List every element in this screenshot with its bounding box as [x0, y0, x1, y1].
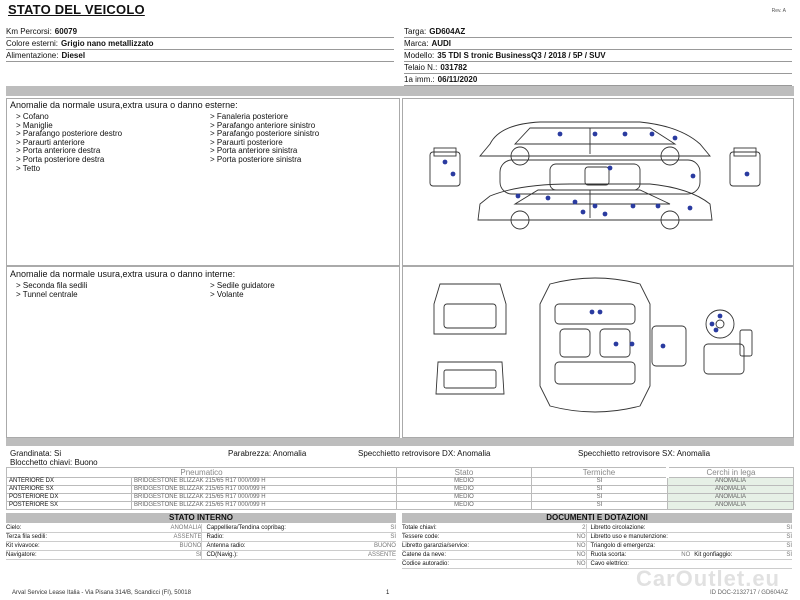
brand-row [404, 38, 792, 50]
kv-label: Kit vivavoce: [6, 543, 40, 549]
fuel-row [6, 50, 394, 62]
key-block-status: Blocchetto chiavi: Buono [10, 458, 98, 467]
tyre-thermal: SI [532, 478, 668, 486]
kv-value: SI [786, 534, 792, 540]
kv-value: SI [195, 552, 202, 558]
list-item: > Parafango posteriore sinistro [210, 129, 320, 139]
exterior-list-col1 [16, 113, 122, 173]
interior-heading: Anomalie da normale usura,extra usura o danno interne: [10, 269, 236, 279]
brand-value: AUDI [431, 39, 452, 48]
watermark-logo: CarOutlet.eu [635, 566, 780, 591]
kv-value: NO [576, 561, 586, 567]
kv-label: Catene da neve: [402, 552, 447, 558]
kv-row [6, 542, 396, 551]
document-reference: ID DOC-2132717 / GD604AZ [709, 590, 788, 596]
list-item: > Maniglie [16, 120, 53, 130]
internal-state-heading: STATO INTERNO [6, 513, 396, 523]
kv-value: BUONO [373, 543, 396, 549]
thermal-header: Termiche [532, 468, 668, 478]
footer-address: Arval Service Lease Italia - Via Pisana 314/B, Scandicci (FI), 50018 [12, 590, 191, 596]
kv-value: ANOMALIA [170, 525, 202, 531]
tyre-position: ANTERIORE SX [7, 486, 132, 494]
tyres-table [6, 467, 794, 510]
table-row [7, 494, 794, 502]
plate-row [404, 26, 792, 38]
model-label: Modello: [404, 51, 435, 60]
list-item: > Parafango posteriore destro [16, 129, 123, 139]
table-row [7, 478, 794, 486]
kv-row [402, 524, 792, 533]
list-item: > Cofano [16, 112, 49, 121]
kv-label: Kit gonfiaggio: [694, 552, 733, 558]
exterior-list-col2 [210, 113, 319, 165]
registration-value: 06/11/2020 [437, 75, 478, 84]
exterior-heading: Anomalie da normale usura,extra usura o danno esterne: [10, 100, 238, 110]
kv-label: Libretto garanzia/service: [402, 543, 470, 549]
tyre-model: BRIDGESTONE BLIZZAK 215/65 R17 000/099 H [132, 478, 397, 486]
kv-value: BUONO [179, 543, 202, 549]
page-title: STATO DEL VEICOLO [8, 2, 145, 17]
list-item: > Seconda fila sedili [16, 281, 88, 290]
tyre-model: BRIDGESTONE BLIZZAK 215/65 R17 000/099 H [132, 486, 397, 494]
internal-state-grid [6, 524, 396, 560]
chassis-row [404, 62, 792, 74]
kv-label: Antenna radio: [201, 542, 338, 550]
tyre-rims: ANOMALIA [668, 502, 794, 510]
kv-value: NO [576, 534, 586, 540]
registration-label: 1a imm.: [404, 75, 435, 84]
list-item: > Porta anteriore destra [16, 146, 101, 156]
tyre-position: ANTERIORE DX [7, 478, 132, 486]
color-row [6, 38, 394, 50]
model-value: 35 TDI S tronic BusinessQ3 / 2018 / 5P / SUV [437, 51, 606, 60]
kv-label: Totale chiavi: [402, 525, 437, 531]
interior-list-col2 [210, 282, 275, 299]
windshield-status: Parabrezza: Anomalia [228, 449, 307, 458]
kv-label: Ruota scorta: [586, 551, 677, 559]
kv-value: SI [786, 552, 793, 558]
kv-label: Cappelliera/Tendina copribag: [201, 524, 338, 532]
registration-row [404, 74, 792, 86]
interior-car-diagram [420, 274, 780, 430]
list-item: > Tetto [16, 163, 41, 173]
tyre-thermal: SI [532, 494, 668, 502]
kv-value: ASSENTE [367, 552, 396, 558]
kv-row [6, 551, 396, 560]
kv-value: NO [681, 552, 691, 558]
kv-row [402, 542, 792, 551]
tyre-rims: ANOMALIA [668, 478, 794, 486]
fuel-label: Alimentazione: [6, 51, 59, 60]
tyre-rims: ANOMALIA [668, 494, 794, 502]
list-item: > Porta posteriore sinistra [210, 154, 302, 164]
tyre-state: MEDIO [397, 486, 532, 494]
list-item: > Porta anteriore sinistra [210, 146, 298, 156]
list-item: > Tunnel centrale [16, 289, 78, 299]
kv-label: Triangolo di emergenza: [586, 542, 741, 550]
tyre-state: MEDIO [397, 478, 532, 486]
brand-label: Marca: [404, 39, 429, 48]
tyre-thermal: SI [532, 502, 668, 510]
kv-value: SI [786, 525, 792, 531]
tyre-thermal: SI [532, 486, 668, 494]
kv-label: Libretto uso e manutenzione: [586, 533, 741, 541]
mirror-right-status: Specchietto retrovisore DX: Anomalia [358, 449, 491, 458]
kv-row [6, 533, 396, 542]
kv-label: Cavo elettrico: [586, 560, 741, 568]
tyre-rims: ANOMALIA [668, 486, 794, 494]
kv-label: Libretto circolazione: [586, 524, 741, 532]
chassis-value: 031782 [440, 63, 468, 72]
kv-label: Terza fila sedili: [6, 534, 48, 540]
vehicle-info-right [404, 26, 792, 86]
documents-grid [402, 524, 792, 569]
table-row [7, 502, 794, 510]
km-value: 60079 [54, 27, 78, 36]
tyre-model: BRIDGESTONE BLIZZAK 215/65 R17 000/099 H [132, 502, 397, 510]
list-item: > Paraurti posteriore [210, 137, 283, 147]
kv-row [6, 524, 396, 533]
kv-label: Cielo: [6, 525, 22, 531]
page-number: 1 [386, 590, 390, 596]
documents-heading: DOCUMENTI E DOTAZIONI [402, 513, 792, 523]
kv-value: SI [786, 543, 792, 549]
interior-list-col1 [16, 282, 87, 299]
tyre-header: Pneumatico [7, 468, 397, 478]
plate-label: Targa: [404, 27, 427, 36]
kv-label: Tessere code: [402, 534, 440, 540]
fuel-value: Diesel [61, 51, 86, 60]
model-row [404, 50, 792, 62]
color-value: Grigio nano metallizzato [61, 39, 154, 48]
chassis-label: Telaio N.: [404, 63, 438, 72]
kv-value: 2 [582, 525, 586, 531]
kv-value: NO [576, 543, 586, 549]
vehicle-info-left [6, 26, 394, 62]
kv-label: Codice autoradio: [402, 561, 450, 567]
tyre-state: MEDIO [397, 502, 532, 510]
revision-label: Rev. A [771, 8, 786, 14]
hail-status: Grandinata: Si [10, 449, 62, 458]
kv-value: NO [576, 552, 586, 558]
kv-value: SI [390, 525, 396, 531]
list-item: > Porta posteriore destra [16, 154, 105, 164]
kv-row [402, 551, 792, 560]
mirror-left-status: Specchietto retrovisore SX: Anomalia [578, 449, 711, 458]
separator-bar-2 [6, 438, 794, 446]
kv-label: Navigatore: [6, 552, 37, 558]
separator-bar [6, 86, 794, 96]
state-header: Stato [397, 468, 532, 478]
tyre-position: POSTERIORE SX [7, 502, 132, 510]
color-label: Colore esterni: [6, 39, 59, 48]
kv-label: CD(Navig.): [201, 551, 338, 559]
kv-value: ASSENTE [173, 534, 202, 540]
list-item: > Paraurti anteriore [16, 137, 85, 147]
tyre-model: BRIDGESTONE BLIZZAK 215/65 R17 000/099 H [132, 494, 397, 502]
list-item: > Parafango anteriore sinistro [210, 120, 316, 130]
list-item: > Fanaleria posteriore [210, 112, 289, 121]
tyre-position: POSTERIORE DX [7, 494, 132, 502]
kv-row [402, 533, 792, 542]
exterior-car-diagram [420, 104, 780, 254]
list-item: > Volante [210, 289, 244, 299]
list-item: > Sedile guidatore [210, 281, 275, 290]
plate-value: GD604AZ [429, 27, 466, 36]
table-row [7, 486, 794, 494]
km-label: Km Percorsi: [6, 27, 52, 36]
tyre-state: MEDIO [397, 494, 532, 502]
km-row [6, 26, 394, 38]
kv-value: SI [390, 534, 396, 540]
kv-label: Radio: [201, 533, 338, 541]
rims-header: Cerchi in lega [668, 468, 794, 478]
